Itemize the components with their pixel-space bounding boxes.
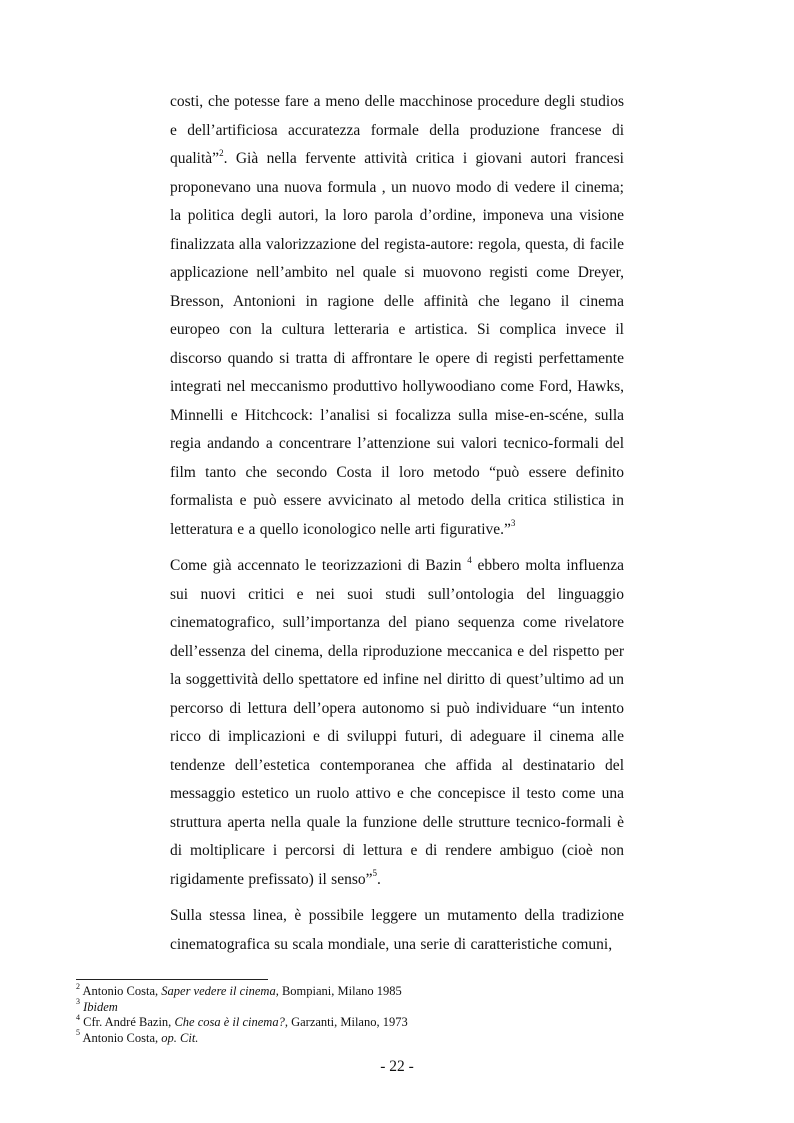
footnote-text: Cfr. André Bazin, <box>83 1015 175 1029</box>
paragraph <box>170 902 624 959</box>
paragraph-text: Come già accennato le teorizzazioni di Bazin <box>170 557 468 574</box>
footnote-number: 5 <box>76 1028 80 1038</box>
footnote-title: Ibidem <box>83 999 118 1014</box>
footnote-text: Antonio Costa, <box>82 984 162 998</box>
footnote-text: , Garzanti, Milano, 1973 <box>284 1015 408 1029</box>
footnote <box>76 997 636 1016</box>
page-number: - 22 - <box>380 1058 414 1075</box>
footnote-ref[interactable]: 4 <box>467 554 472 565</box>
footnote-text: , Bompiani, Milano 1985 <box>275 984 402 998</box>
body-text <box>170 88 624 959</box>
footnote <box>76 1028 636 1047</box>
footnote <box>76 1012 636 1031</box>
footnote-text: Antonio Costa, <box>82 1030 162 1045</box>
footnote-ref[interactable]: 2 <box>219 147 224 158</box>
footnote-ref[interactable]: 5 <box>372 868 378 879</box>
paragraph <box>170 88 624 544</box>
paragraph-text: costi, che potesse fare a meno delle macchinose procedure degli studios e dell’artificiosa accuratezza formale della produzione francese di qualità” <box>170 93 624 167</box>
footnote-number: 2 <box>76 981 80 991</box>
footnote-title: Che cosa è il cinema? <box>174 1015 285 1029</box>
footnote-title: op. Cit. <box>161 1030 199 1045</box>
footnote-number: 3 <box>76 997 80 1007</box>
paragraph <box>170 552 624 894</box>
paragraph-text: . Già nella fervente attività critica i giovani autori francesi proponevano una nuova formula , un nuovo modo di vedere il cinema; la politica degli autori, la loro parola d’ordine, imponeva una visione finalizzata alla valorizzazione del regista-autore: regola, questa, di facile applicazione nell’ambito nel quale si muovono registi come Dreyer, Bresson, Antonioni in ragione delle affinità che legano il cinema europeo con la cultura letteraria e artistica. Si complica invece il discorso quando si tratta di affrontare le opere di registi perfettamente integrati nel meccanismo produttivo hollywoodiano come Ford, Hawks, Minnelli e Hitchcock: l’analisi si focalizza sulla mise-en-scéne, sulla regia andando a concentrare l’attenzione sui valori tecnico-formali del film tanto che secondo Costa il loro metodo “può essere definito formalista e può essere avvicinato al metodo della critica stilistica in letteratura e a quello iconologico nelle arti figurative.” <box>170 150 624 538</box>
paragraph-text: . <box>377 870 381 888</box>
footnote <box>76 981 636 1000</box>
footnote-ref[interactable]: 3 <box>510 518 516 529</box>
paragraph-text: ebbero molta influenza sui nuovi critici e nei suoi studi sull’ontologia del linguaggio cinematografico, sull’importanza del piano sequenza come rivelatore dell’essenza del cinema, della riproduzione meccanica e del rispetto per la soggettività dello spettatore ed infine nel diritto di quest’ultimo ad un percorso di lettura dell’opera autonomo si può individuare “un intento ricco di implicazioni e di sviluppi futuri, di adeguare il cinema alle tendenze dell’estetica contemporanea che affida al destinatario del messaggio estetico un ruolo attivo e che concepisce il testo come una struttura aperta nella quale la funzione delle strutture tecnico-formali è di moltiplicare i percorsi di lettura e di rendere ambiguo (cioè non rigidamente prefissato) il senso” <box>170 557 624 888</box>
footnote-number: 4 <box>76 1012 80 1022</box>
footnote-divider <box>76 979 268 980</box>
paragraph-text: Sulla stessa linea, è possibile leggere un mutamento della tradizione cinematografica su scala mondiale, una serie di caratteristiche comuni, <box>170 907 624 953</box>
footnotes <box>76 981 636 1046</box>
footnote-title: Saper vedere il cinema <box>161 984 276 998</box>
